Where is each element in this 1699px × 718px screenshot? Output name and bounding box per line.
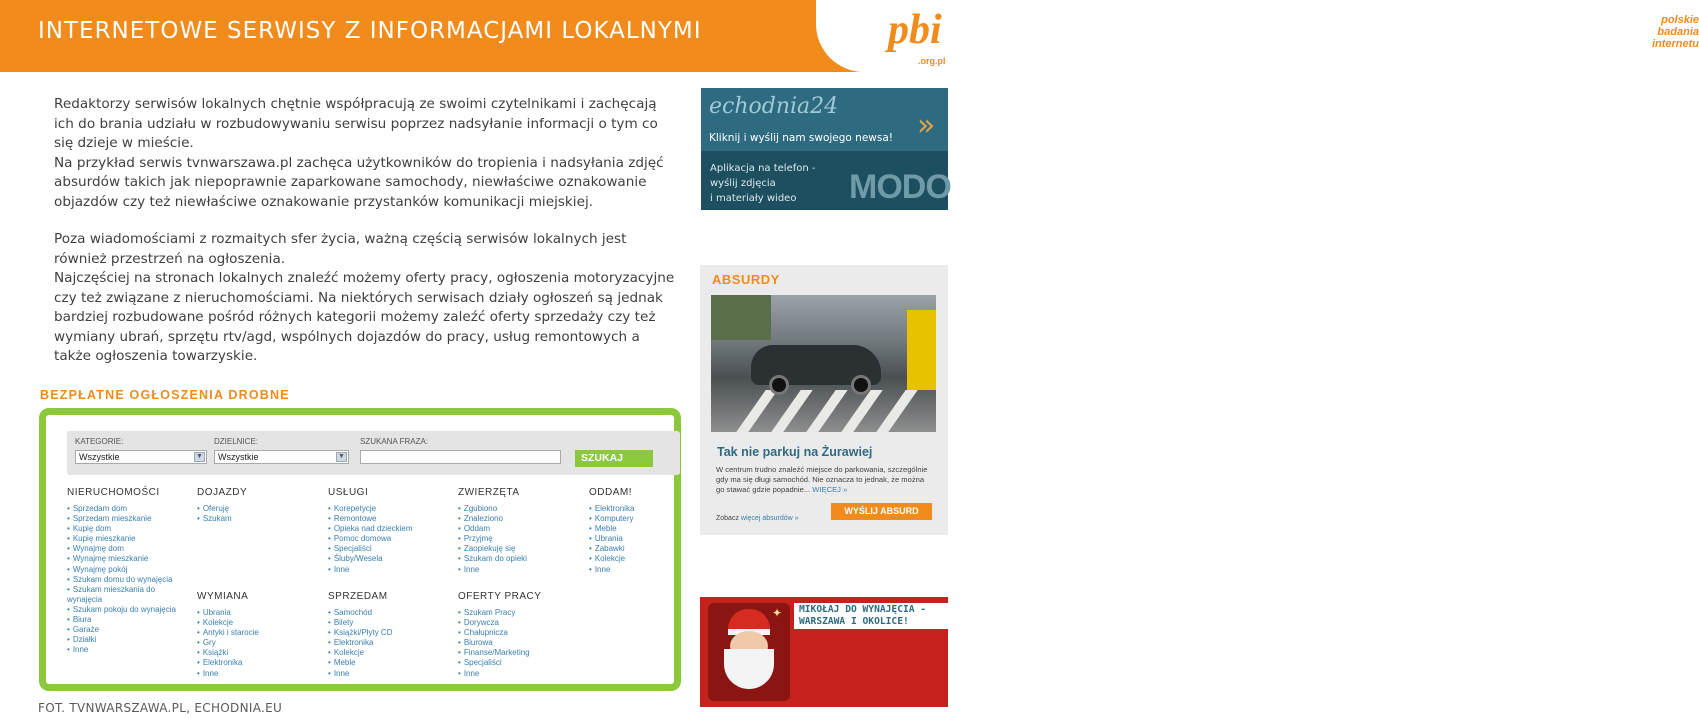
bullet-icon: • bbox=[328, 628, 331, 638]
category-link-label: Pomoc domowa bbox=[333, 534, 392, 544]
logo-domain: .org.pl bbox=[918, 56, 946, 66]
category-link-label: Dorywcza bbox=[463, 618, 499, 628]
bullet-icon: • bbox=[328, 668, 331, 678]
category-link[interactable] bbox=[589, 554, 709, 564]
photo-bus bbox=[907, 310, 936, 390]
category-link[interactable] bbox=[589, 514, 709, 524]
category-link[interactable] bbox=[67, 645, 189, 655]
bullet-icon: • bbox=[458, 564, 461, 574]
category-link[interactable] bbox=[458, 618, 578, 628]
bullet-icon: • bbox=[458, 534, 461, 544]
category-column bbox=[458, 591, 578, 679]
category-column bbox=[67, 487, 189, 655]
category-link-label: Inne bbox=[202, 668, 219, 678]
category-link-label: Inne bbox=[463, 668, 480, 678]
absurdy-label: ABSURDY bbox=[712, 272, 780, 287]
bullet-icon: • bbox=[458, 628, 461, 638]
category-link-label: Gry bbox=[202, 638, 216, 648]
search-filter-bar bbox=[67, 431, 680, 475]
category-link[interactable] bbox=[328, 565, 448, 575]
bullet-icon: • bbox=[67, 604, 70, 614]
bullet-icon: • bbox=[458, 618, 461, 628]
bullet-icon: • bbox=[67, 534, 70, 544]
see-more-link[interactable]: więcej absurdów » bbox=[740, 515, 799, 522]
absurdy-panel bbox=[700, 265, 948, 535]
category-link[interactable] bbox=[458, 504, 578, 514]
category-title[interactable]: SPRZEDAM bbox=[328, 591, 388, 602]
bullet-icon: • bbox=[67, 645, 70, 655]
category-link[interactable] bbox=[328, 658, 448, 668]
category-link-label: Oddam bbox=[463, 524, 491, 534]
bullet-icon: • bbox=[67, 625, 70, 635]
category-link-label: Inne bbox=[463, 564, 480, 574]
category-link-label: Kolekcje bbox=[333, 648, 365, 658]
category-link-label: Szukam pokoju do wynajęcia bbox=[72, 604, 176, 614]
bullet-icon: • bbox=[589, 564, 592, 574]
logo-word: internetu bbox=[1651, 38, 1699, 50]
santa-beard bbox=[724, 649, 774, 689]
category-link[interactable] bbox=[458, 608, 578, 618]
category-link[interactable] bbox=[67, 635, 189, 645]
category-link-label: Kupię mieszkanie bbox=[72, 534, 136, 544]
bullet-icon: • bbox=[589, 544, 592, 554]
category-link[interactable] bbox=[67, 575, 189, 585]
search-button[interactable]: SZUKAJ bbox=[575, 450, 653, 467]
category-column bbox=[458, 487, 578, 575]
category-link[interactable] bbox=[67, 514, 189, 524]
category-link-label: Kolekcje bbox=[202, 618, 234, 628]
bullet-icon: • bbox=[328, 658, 331, 668]
category-link[interactable] bbox=[458, 554, 578, 564]
category-link-label: Bilety bbox=[333, 618, 354, 628]
category-link-label: Ubrania bbox=[594, 534, 623, 544]
category-link[interactable] bbox=[67, 554, 189, 564]
category-link[interactable] bbox=[328, 504, 448, 514]
category-link[interactable] bbox=[67, 544, 189, 554]
category-link-label: Opieka nad dzieckiem bbox=[333, 524, 413, 534]
bullet-icon: • bbox=[458, 648, 461, 658]
bullet-icon: • bbox=[197, 628, 200, 638]
category-link[interactable] bbox=[67, 615, 189, 625]
intro-line-1: Redaktorzy serwisów lokalnych chętnie współpracują ze swoimi czytelnikami i zachęcają ich do brania udziału w rozbudowywaniu serwisu poprzez nadsyłanie informacji o tym co się dzieje w mieście. bbox=[54, 96, 658, 151]
category-link[interactable] bbox=[458, 628, 578, 638]
category-title[interactable]: DOJAZDY bbox=[197, 487, 248, 498]
bullet-icon: • bbox=[458, 554, 461, 564]
category-link[interactable] bbox=[197, 514, 317, 524]
bullet-icon: • bbox=[458, 504, 461, 513]
send-absurd-button[interactable]: WYŚLIJ ABSURD bbox=[831, 503, 932, 520]
category-link-label: Inne bbox=[333, 668, 350, 678]
category-link[interactable] bbox=[328, 638, 448, 648]
bullet-icon: • bbox=[589, 534, 592, 544]
bullet-icon: • bbox=[67, 514, 70, 524]
category-link-label: Książki bbox=[202, 648, 229, 658]
category-link[interactable] bbox=[458, 534, 578, 544]
district-select-value: Wszystkie bbox=[218, 452, 259, 462]
bullet-icon: • bbox=[197, 618, 200, 628]
echodnia-logo: echodnia24 bbox=[709, 94, 839, 119]
category-link[interactable] bbox=[197, 648, 317, 658]
category-link-label: Kolekcje bbox=[594, 554, 626, 564]
bullet-icon: • bbox=[589, 554, 592, 564]
category-link-label: Inne bbox=[594, 564, 611, 574]
bullet-icon: • bbox=[328, 544, 331, 554]
category-link-label: Komputery bbox=[594, 514, 634, 524]
bullet-icon: • bbox=[589, 504, 592, 513]
category-link[interactable] bbox=[328, 514, 448, 524]
category-link[interactable] bbox=[589, 534, 709, 544]
bullet-icon: • bbox=[197, 668, 200, 678]
category-link-label: Sprzedam mieszkanie bbox=[72, 514, 152, 524]
absurd-text-body: W centrum trudno znaleźć miejsce do parkowania, szczególnie gdy ma się długi samochód. Nie oznacza to jednak, że można go stawać gdzie popadnie... bbox=[716, 465, 928, 494]
category-link-label: Zaopiekuję się bbox=[463, 544, 516, 554]
category-link[interactable] bbox=[589, 544, 709, 554]
category-link-label: Wynajmę pokój bbox=[72, 564, 128, 574]
mikolaj-ad-text: MIKOŁAJ DO WYNAJĘCIA - WARSZAWA I OKOLICE! bbox=[799, 604, 927, 627]
category-link-label: Kupię dom bbox=[72, 524, 112, 534]
category-link-label: Ubrania bbox=[202, 608, 231, 617]
category-link-label: Szukam do opieki bbox=[463, 554, 527, 564]
category-link[interactable] bbox=[589, 565, 709, 575]
echodnia-tagline: Kliknij i wyślij nam swojego newsa! bbox=[709, 132, 894, 144]
category-link-label: Inne bbox=[72, 645, 89, 655]
category-link-label: Meble bbox=[333, 658, 356, 668]
category-link[interactable] bbox=[328, 524, 448, 534]
page-title: INTERNETOWE SERWISY Z INFORMACJAMI LOKALNYMI bbox=[38, 18, 702, 44]
modo-logo: MODO bbox=[849, 168, 951, 206]
category-link-label: Antyki i starocie bbox=[202, 628, 259, 638]
bullet-icon: • bbox=[328, 648, 331, 658]
category-link-label: Biurowa bbox=[463, 638, 493, 648]
category-link[interactable] bbox=[458, 658, 578, 668]
category-link-label: Zabawki bbox=[594, 544, 625, 554]
bullet-icon: • bbox=[197, 638, 200, 648]
category-link[interactable] bbox=[458, 669, 578, 679]
logo-word: badania bbox=[1657, 26, 1699, 38]
category-link[interactable] bbox=[67, 565, 189, 575]
category-link-label: Przyjmę bbox=[463, 534, 493, 544]
category-link[interactable] bbox=[328, 669, 448, 679]
bullet-icon: • bbox=[328, 638, 331, 648]
body-line-1: Poza wiadomościami z rozmaitych sfer życia, ważną częścią serwisów lokalnych jest również przestrzeń na ogłoszenia. bbox=[54, 231, 627, 267]
double-chevron-right-icon: » bbox=[917, 108, 936, 143]
bullet-icon: • bbox=[67, 524, 70, 534]
see-prefix: Zobacz bbox=[716, 515, 739, 522]
category-link-label: Specjaliści bbox=[333, 544, 372, 554]
category-link-label: Specjaliści bbox=[463, 658, 502, 668]
bullet-icon: • bbox=[458, 544, 461, 554]
crosswalk-stripe bbox=[876, 390, 917, 432]
bullet-icon: • bbox=[67, 564, 70, 574]
category-link[interactable] bbox=[589, 504, 709, 514]
santa-image bbox=[708, 603, 790, 701]
see-more-absurds bbox=[716, 515, 799, 522]
category-column bbox=[197, 487, 317, 524]
category-link[interactable] bbox=[67, 504, 189, 514]
chevron-down-icon: ▼ bbox=[336, 452, 347, 462]
category-title[interactable]: WYMIANA bbox=[197, 591, 249, 602]
bullet-icon: • bbox=[458, 658, 461, 668]
absurd-title[interactable]: Tak nie parkuj na Żurawiej bbox=[717, 445, 873, 459]
bullet-icon: • bbox=[328, 608, 331, 617]
bullet-icon: • bbox=[197, 504, 200, 513]
category-title[interactable]: OFERTY PRACY bbox=[458, 591, 542, 602]
bullet-icon: • bbox=[67, 544, 70, 554]
echodnia-ad-line: i materiały wideo bbox=[710, 193, 797, 204]
category-link[interactable] bbox=[197, 669, 317, 679]
category-select[interactable] bbox=[75, 450, 207, 464]
category-link-label: Szukam domu do wynajęcia bbox=[72, 574, 173, 584]
category-link-label: Zgubiono bbox=[463, 504, 498, 513]
echodnia-ad-line: Aplikacja na telefon - bbox=[710, 163, 816, 174]
category-label: KATEGORIE: bbox=[75, 437, 124, 446]
bullet-icon: • bbox=[67, 574, 70, 584]
intro-paragraph bbox=[38, 95, 678, 212]
category-link[interactable] bbox=[67, 605, 189, 615]
category-select-value: Wszystkie bbox=[79, 452, 120, 462]
bullet-icon: • bbox=[67, 635, 70, 645]
category-link[interactable] bbox=[328, 534, 448, 544]
category-title[interactable]: NIERUCHOMOŚCI bbox=[67, 487, 160, 498]
category-link-label: Wynajmę dom bbox=[72, 544, 124, 554]
category-link[interactable] bbox=[458, 514, 578, 524]
intro-line-2: Na przykład serwis tvnwarszawa.pl zachęca użytkowników do tropienia i nadsyłania zdjęć absurdów takich jak niepoprawnie zaparkowane samochody, niewłaściwe oznakowanie objazdów czy też niewłaściwe oznakowanie przystanków komunikacji miejskiej. bbox=[54, 154, 664, 210]
bullet-icon: • bbox=[328, 618, 331, 628]
phrase-input[interactable] bbox=[360, 450, 561, 464]
bullet-icon: • bbox=[589, 514, 592, 524]
bullet-icon: • bbox=[328, 514, 331, 524]
district-label: DZIELNICE: bbox=[214, 437, 259, 446]
bullet-icon: • bbox=[328, 554, 331, 564]
photo-wheel bbox=[769, 375, 789, 395]
bullet-icon: • bbox=[458, 668, 461, 678]
category-link[interactable] bbox=[589, 524, 709, 534]
category-link-label: Wynajmę mieszkanie bbox=[72, 554, 149, 564]
category-column bbox=[328, 487, 448, 575]
category-link-label: Śluby/Wesela bbox=[333, 554, 383, 564]
bullet-icon: • bbox=[197, 648, 200, 658]
category-link-label: Elektronika bbox=[333, 638, 374, 648]
absurd-text bbox=[716, 465, 934, 494]
category-link-label: Szukam mieszkania do wynajęcia bbox=[67, 584, 156, 604]
bullet-icon: • bbox=[328, 534, 331, 544]
bullet-icon: • bbox=[458, 524, 461, 534]
category-link-label: Inne bbox=[333, 564, 350, 574]
category-link-label: Działki bbox=[72, 635, 97, 645]
logo-words bbox=[1649, 14, 1699, 50]
echodnia-ad-banner[interactable] bbox=[701, 88, 951, 210]
category-title[interactable]: ODDAM! bbox=[589, 487, 632, 498]
category-link[interactable] bbox=[328, 554, 448, 564]
category-link[interactable] bbox=[197, 608, 317, 618]
category-link-label: Książki/Płyty CD bbox=[333, 628, 393, 638]
classifieds-board bbox=[39, 408, 681, 691]
category-column bbox=[589, 487, 709, 575]
bullet-icon: • bbox=[67, 615, 70, 625]
classifieds-section-title: BEZPŁATNE OGŁOSZENIA DROBNE bbox=[40, 388, 290, 402]
bullet-icon: • bbox=[197, 608, 200, 617]
category-link[interactable] bbox=[328, 608, 448, 618]
photo-tree bbox=[711, 295, 771, 340]
body-line-2: Najczęściej na stronach lokalnych znaleźć możemy oferty pracy, ogłoszenia motoryzacyjne czy też związane z nieruchomościami. Na niektórych serwisach działy ogłoszeń są jednak bardziej rozbudowane pośród różnych kategorii możemy zaleźć oferty sprzedaży czy też wymiany ubrań, sprzętu rtv/agd, wspólnych dojazdów do pracy, usług remontowych a także ogłoszenia towarzyskie. bbox=[54, 270, 675, 364]
category-link[interactable] bbox=[67, 534, 189, 544]
category-link[interactable] bbox=[67, 625, 189, 635]
category-link-label: Samochód bbox=[333, 608, 373, 617]
bullet-icon: • bbox=[328, 564, 331, 574]
more-link[interactable]: WIĘCEJ » bbox=[812, 484, 848, 494]
photo-wheel bbox=[851, 375, 871, 395]
crosswalk-stripe bbox=[841, 390, 882, 432]
bullet-icon: • bbox=[328, 504, 331, 513]
category-link[interactable] bbox=[197, 638, 317, 648]
category-link[interactable] bbox=[197, 658, 317, 668]
bullet-icon: • bbox=[589, 524, 592, 534]
bullet-icon: • bbox=[458, 514, 461, 524]
parked-car-photo[interactable] bbox=[711, 295, 936, 432]
category-link-label: Szukam bbox=[202, 514, 232, 524]
bullet-icon: • bbox=[328, 524, 331, 534]
category-link[interactable] bbox=[458, 565, 578, 575]
category-link[interactable] bbox=[458, 524, 578, 534]
bullet-icon: • bbox=[67, 554, 70, 564]
bullet-icon: • bbox=[67, 504, 70, 513]
category-link[interactable] bbox=[328, 628, 448, 638]
body-paragraph bbox=[38, 230, 678, 367]
category-title[interactable]: USŁUGI bbox=[328, 487, 369, 498]
phrase-label: SZUKANA FRAZA: bbox=[360, 437, 429, 446]
category-title[interactable]: ZWIERZĘTA bbox=[458, 487, 520, 498]
category-link-label: Chałupnicza bbox=[463, 628, 508, 638]
category-link[interactable] bbox=[328, 648, 448, 658]
logo-word: polskie bbox=[1661, 14, 1699, 26]
chevron-down-icon: ▼ bbox=[194, 452, 205, 462]
category-link[interactable] bbox=[197, 618, 317, 628]
category-link-label: Meble bbox=[594, 524, 617, 534]
category-link[interactable] bbox=[328, 618, 448, 628]
logo-mark: pbi bbox=[888, 7, 942, 53]
district-select[interactable] bbox=[214, 450, 349, 464]
category-link[interactable] bbox=[328, 544, 448, 554]
bullet-icon: • bbox=[67, 584, 70, 594]
category-link[interactable] bbox=[67, 585, 189, 605]
echodnia-ad-line: wyślij zdjęcia bbox=[710, 178, 776, 189]
star-icon: ✦ bbox=[772, 606, 783, 620]
category-column bbox=[328, 591, 448, 679]
category-column bbox=[197, 591, 317, 679]
category-link-label: Elektronika bbox=[594, 504, 635, 513]
category-link-label: Finanse/Marketing bbox=[463, 648, 530, 658]
category-link[interactable] bbox=[197, 628, 317, 638]
category-link-label: Sprzedam dom bbox=[72, 504, 128, 513]
bullet-icon: • bbox=[197, 658, 200, 668]
category-link[interactable] bbox=[458, 544, 578, 554]
category-link-label: Elektronika bbox=[202, 658, 243, 668]
mikolaj-ad-banner[interactable] bbox=[700, 597, 948, 707]
bullet-icon: • bbox=[458, 608, 461, 617]
category-link[interactable] bbox=[197, 504, 317, 514]
crosswalk-stripe bbox=[771, 390, 812, 432]
crosswalk-stripe bbox=[736, 390, 777, 432]
bullet-icon: • bbox=[197, 514, 200, 524]
category-link-label: Oferuję bbox=[202, 504, 230, 513]
category-link-label: Garaże bbox=[72, 625, 100, 635]
crosswalk-stripe bbox=[806, 390, 847, 432]
category-link[interactable] bbox=[458, 638, 578, 648]
category-link-label: Korepetycje bbox=[333, 504, 377, 513]
bullet-icon: • bbox=[458, 638, 461, 648]
category-link-label: Biura bbox=[72, 615, 92, 625]
photo-credit: FOT. TVNWARSZAWA.PL, ECHODNIA.EU bbox=[38, 701, 283, 715]
category-link-label: Remontowe bbox=[333, 514, 377, 524]
category-link[interactable] bbox=[67, 524, 189, 534]
category-link-label: Szukam Pracy bbox=[463, 608, 516, 617]
category-link-label: Znaleziono bbox=[463, 514, 503, 524]
category-link[interactable] bbox=[458, 648, 578, 658]
